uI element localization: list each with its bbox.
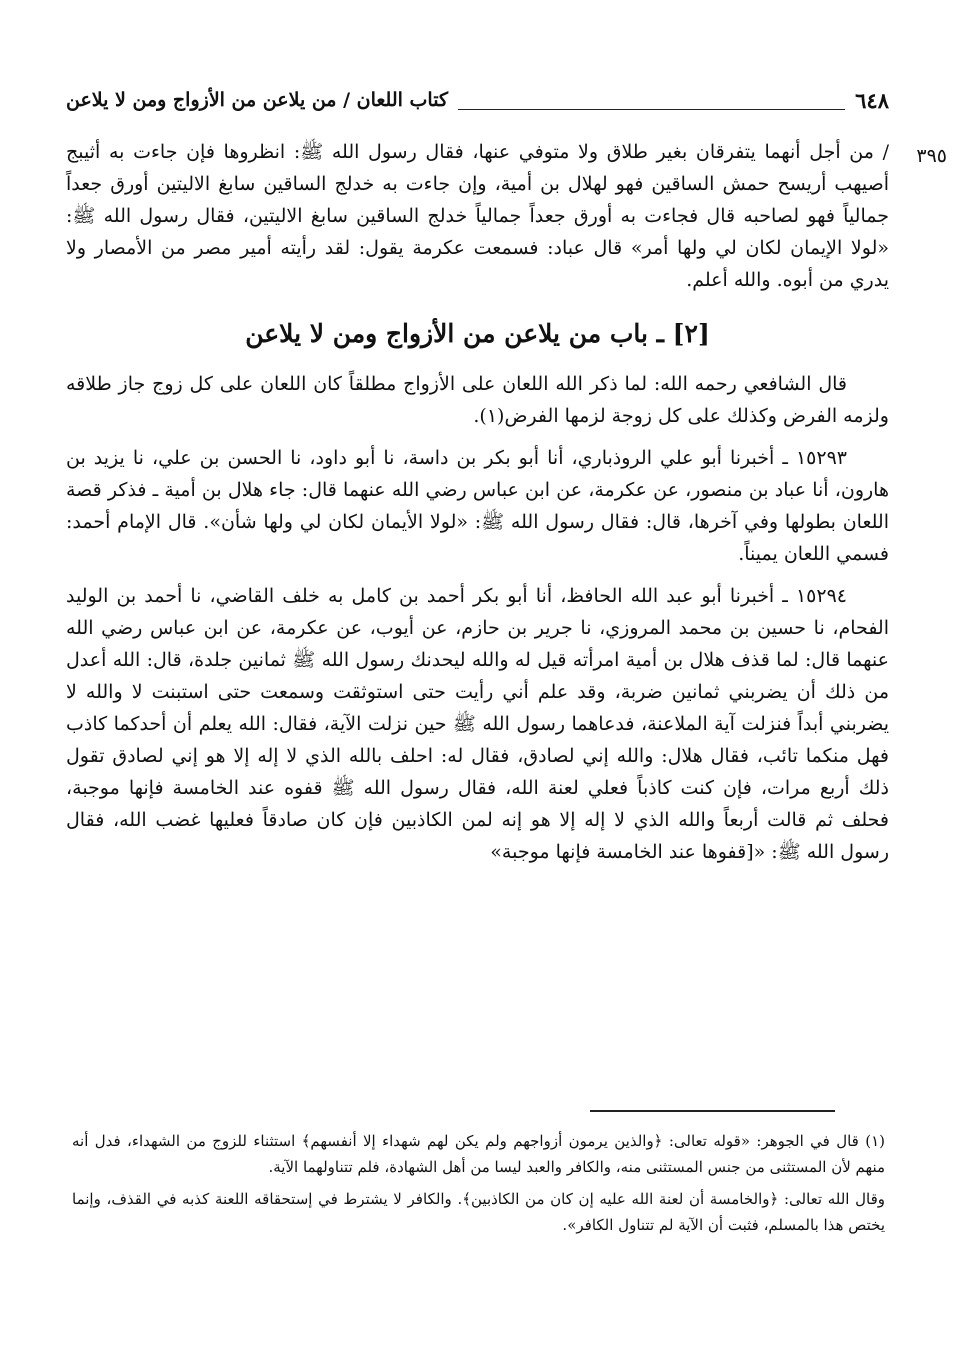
section-heading: [٢] ـ باب من يلاعن من الأزواج ومن لا يلاعن	[245, 319, 710, 348]
hadith-15293: ١٥٢٩٣ ـ أخبرنا أبو علي الروذباري، أنا أبو بكر بن داسة، نا أبو داود، نا الحسن بن علي، نا يزيد بن هارون، أنا عباد بن منصور، عن عكرمة، عن ابن عباس رضي الله عنهما قال: جاء هلال بن أمية ـ فذكر قصة اللعان بطولها وفي آخرها، قال: فقال رسول الله ﷺ: «لولا الأيمان لكان لي ولها شأن». قال الإمام أحمد: فسمي اللعان يميناً.	[66, 447, 889, 565]
hadith-15294: ١٥٢٩٤ ـ أخبرنا أبو عبد الله الحافظ، أنا أبو بكر أحمد بن كامل به خلف القاضي، نا أحمد بن الوليد الفحام، نا حسين بن محمد المروزي، نا جرير بن حازم، عن أيوب، عن عكرمة، عن ابن عباس رضي الله عنهما قال: لما قذف هلال بن أمية امرأته قيل له والله ليحدنك رسول الله ﷺ ثمانين جلدة، قال: الله أعدل من ذلك أن يضربني ثمانين ضربة، وقد علم أني رأيت حتى استوثقت وسمعت حتى استبنت لا والله لا يضربني أبداً فنزلت آية الملاعنة، فدعاهما رسول الله ﷺ حين نزلت الآية، فقال: الله يعلم أن أحدكما كاذب فهل منكما تائب، فقال هلال: والله إني لصادق، فقال له: احلف بالله الذي لا إله إلا هو إني لصادق تقول ذلك أربع مرات، فإن كنت كاذباً فعلي لعنة الله، فقال رسول الله ﷺ قفوه عند الخامسة فإنها موجبة، فحلف ثم قالت أربعاً والله الذي لا إله إلا هو إنه لمن الكاذبين فإن كان صادقاً فعليها غضب الله، فقال رسول الله ﷺ: «[قفوها عند الخامسة فإنها موجبة»	[66, 585, 890, 863]
page-number: ٦٤٨	[855, 87, 889, 113]
footnote-separator	[590, 1110, 835, 1112]
running-header	[66, 80, 889, 120]
continuation-paragraph: / من أجل أنهما يتفرقان بغير طلاق ولا متوفي عنها، فقال رسول الله ﷺ: انظروها فإن جاءت به أثيبج أصيهب أريسح حمش الساقين فهو لهلال بن أمية، وإن جاءت به خدلج الساقين سابغ الاليتين أورق جعداً جمالياً فهو لصاحبه قال فجاءت به أورق جعداً جمالياً خدلج الساقين سابغ الاليتين، فقال رسول الله ﷺ: «لولا الإيمان لكان لي ولها أمر» قال عباد: فسمعت عكرمة يقول: لقد رأيته أمير مصر من الأمصار ولا يدري من أبوه. والله أعلم.	[66, 141, 889, 291]
footnotes	[72, 1128, 885, 1244]
running-title: كتاب اللعان / من يلاعن من الأزواج ومن لا يلاعن	[66, 89, 448, 111]
shafii-paragraph: قال الشافعي رحمه الله: لما ذكر الله اللعان على الأزواج مطلقاً كان اللعان على كل زوج جاز طلاقه ولزمه الفرض وكذلك على كل زوجة لزمها الفرض(١).	[66, 373, 889, 427]
footnote-1-continued: وقال الله تعالى: ﴿والخامسة أن لعنة الله عليه إن كان من الكاذبين﴾. والكافر لا يشترط في إستحقاقه اللعنة كذبه في القذف، وإنما يختص هذا بالمسلم، فثبت أن الآية لم تتناول الكافر».	[72, 1190, 885, 1234]
main-text	[66, 136, 889, 878]
margin-page-marker: ٣٩٥	[916, 145, 947, 167]
header-rule	[458, 91, 845, 110]
footnote-1: (١) قال في الجوهر: «قوله تعالى: ﴿والذين يرمون أزواجهم ولم يكن لهم شهداء إلا أنفسهم﴾ استثناء للزوج من الشهداء، فدل أنه منهم لأن المستثنى من جنس المستثنى منه، والكافر والعبد ليسا من أهل الشهادة، فلم تتناولهما الآية.	[72, 1132, 885, 1176]
